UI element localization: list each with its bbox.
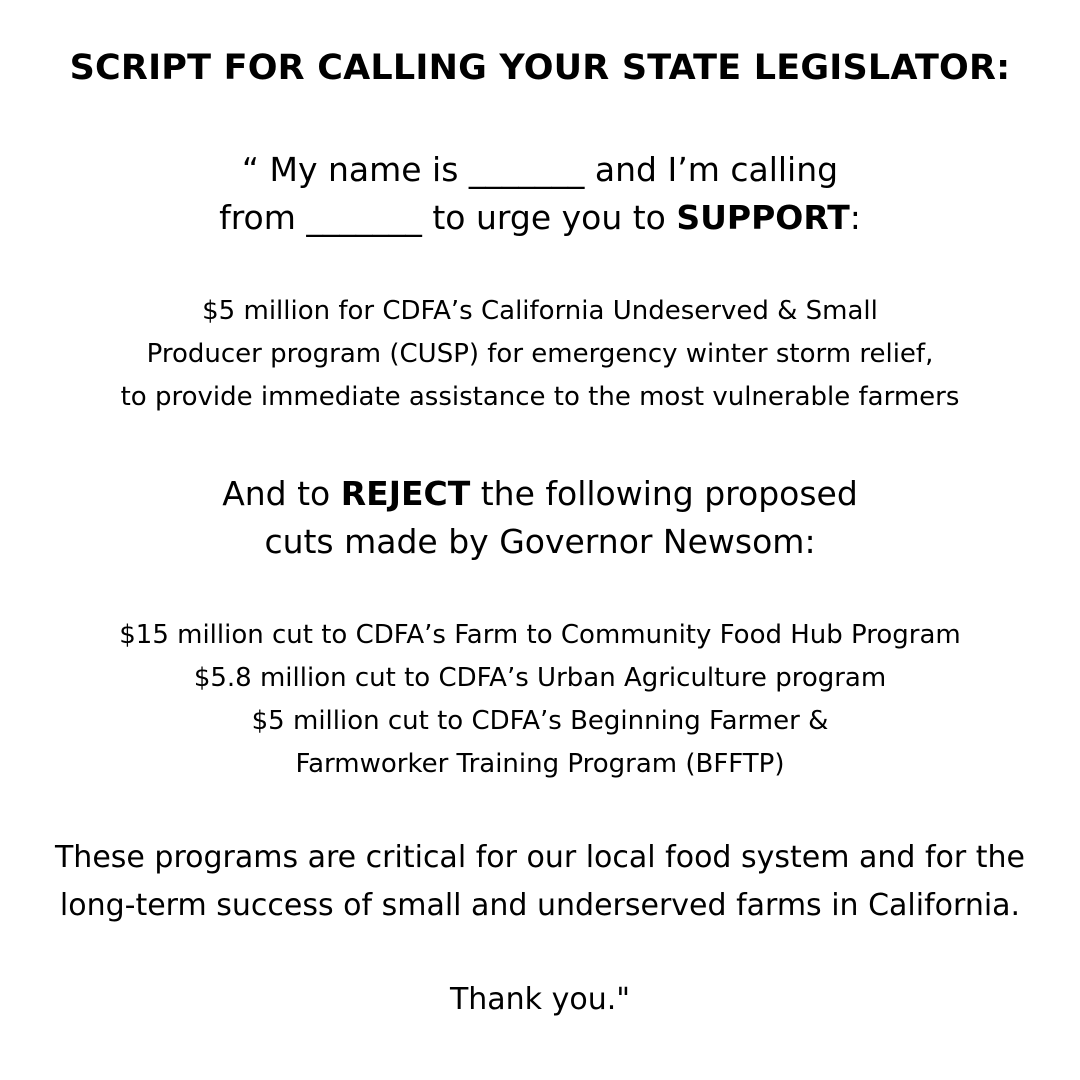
reject-paragraph bbox=[0, 470, 1080, 566]
closing-line: long-term success of small and underserved farms in California. bbox=[59, 888, 1021, 923]
reject-line-1 bbox=[0, 470, 1080, 518]
reject-line-2: cuts made by Governor Newsom: bbox=[264, 522, 816, 561]
intro-line-2-prefix: from _______ to urge you to bbox=[219, 198, 677, 237]
thank-you-line: Thank you." bbox=[449, 982, 631, 1017]
closing-line: These programs are critical for our local food system and for the bbox=[54, 840, 1025, 875]
intro-line-2-suffix: : bbox=[849, 198, 861, 237]
closing-paragraph bbox=[0, 834, 1080, 930]
intro-line-1: “ My name is _______ and I’m calling bbox=[241, 150, 839, 189]
page-title: SCRIPT FOR CALLING YOUR STATE LEGISLATOR: bbox=[69, 48, 1011, 88]
support-item bbox=[0, 290, 1080, 419]
intro-paragraph bbox=[0, 146, 1080, 242]
reject-keyword: REJECT bbox=[340, 474, 471, 513]
support-item-line: to provide immediate assistance to the most vulnerable farmers bbox=[120, 382, 960, 412]
support-keyword: SUPPORT bbox=[676, 198, 850, 237]
support-item-line: $5 million for CDFA’s California Undeserved & Small bbox=[202, 296, 878, 326]
cut-item-line: $15 million cut to CDFA’s Farm to Community Food Hub Program bbox=[119, 620, 961, 650]
reject-line-1-suffix: the following proposed bbox=[470, 474, 858, 513]
cut-item-line: $5 million cut to CDFA’s Beginning Farmer & bbox=[251, 706, 829, 736]
intro-line-2 bbox=[0, 194, 1080, 242]
reject-line-1-prefix: And to bbox=[222, 474, 341, 513]
support-item-line: Producer program (CUSP) for emergency winter storm relief, bbox=[146, 339, 934, 369]
cuts-list bbox=[0, 614, 1080, 786]
cut-item-line: Farmworker Training Program (BFFTP) bbox=[295, 749, 785, 779]
cut-item-line: $5.8 million cut to CDFA’s Urban Agriculture program bbox=[193, 663, 887, 693]
